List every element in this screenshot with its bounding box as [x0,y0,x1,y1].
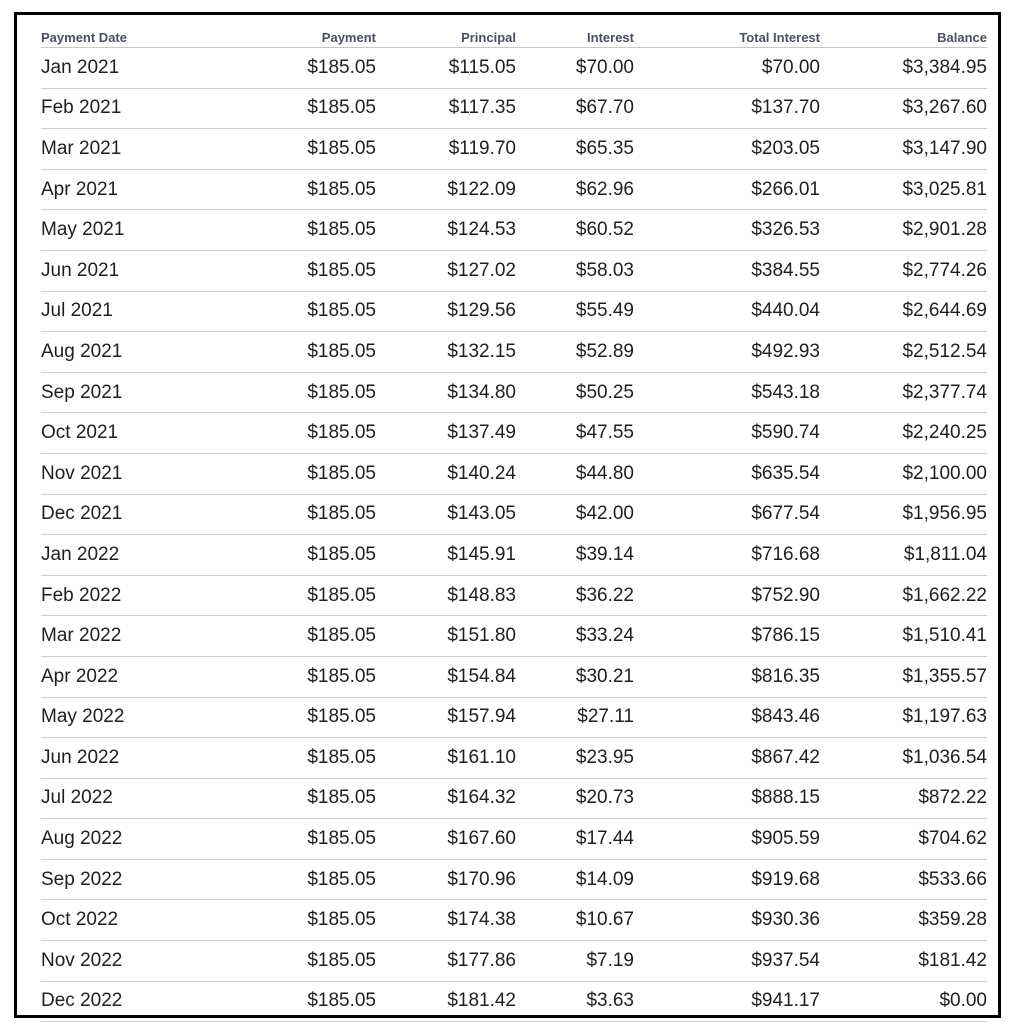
cell-payment-date: Oct 2022 [41,900,211,941]
cell-total-interest: $266.01 [634,169,820,210]
cell-total-interest: $137.70 [634,88,820,129]
cell-payment-date: Jun 2021 [41,250,211,291]
cell-payment-date: Jul 2022 [41,778,211,819]
table-header-row [41,27,987,48]
table-row [41,535,987,576]
table-row [41,981,987,1022]
cell-balance: $2,100.00 [820,453,987,494]
cell-payment: $185.05 [211,48,376,89]
cell-payment-date: Mar 2021 [41,129,211,170]
cell-payment: $185.05 [211,656,376,697]
cell-payment-date: Apr 2021 [41,169,211,210]
cell-interest: $50.25 [516,372,634,413]
cell-payment-date: Feb 2021 [41,88,211,129]
cell-payment-date: May 2021 [41,210,211,251]
cell-interest: $52.89 [516,332,634,373]
cell-interest: $55.49 [516,291,634,332]
cell-balance: $872.22 [820,778,987,819]
cell-interest: $7.19 [516,941,634,982]
cell-principal: $177.86 [376,941,516,982]
cell-total-interest: $937.54 [634,941,820,982]
cell-principal: $132.15 [376,332,516,373]
cell-total-interest: $905.59 [634,819,820,860]
cell-total-interest: $941.17 [634,981,820,1022]
cell-interest: $47.55 [516,413,634,454]
cell-payment-date: Aug 2022 [41,819,211,860]
cell-balance: $2,512.54 [820,332,987,373]
cell-payment-date: Jul 2021 [41,291,211,332]
cell-balance: $3,267.60 [820,88,987,129]
cell-payment: $185.05 [211,697,376,738]
amortization-table [41,27,987,1022]
table-row [41,88,987,129]
table-row [41,575,987,616]
cell-balance: $0.00 [820,981,987,1022]
table-body [41,48,987,1022]
cell-total-interest: $919.68 [634,859,820,900]
cell-payment: $185.05 [211,413,376,454]
table-row [41,859,987,900]
header-principal: Principal [376,27,516,48]
cell-balance: $181.42 [820,941,987,982]
table-row [41,250,987,291]
cell-payment-date: Dec 2021 [41,494,211,535]
table-row [41,778,987,819]
cell-principal: $174.38 [376,900,516,941]
cell-principal: $143.05 [376,494,516,535]
cell-payment-date: Jan 2021 [41,48,211,89]
cell-payment: $185.05 [211,210,376,251]
cell-total-interest: $716.68 [634,535,820,576]
cell-principal: $119.70 [376,129,516,170]
cell-interest: $65.35 [516,129,634,170]
cell-principal: $127.02 [376,250,516,291]
cell-payment-date: Feb 2022 [41,575,211,616]
cell-principal: $140.24 [376,453,516,494]
cell-balance: $1,197.63 [820,697,987,738]
table-row [41,819,987,860]
cell-payment: $185.05 [211,494,376,535]
cell-principal: $157.94 [376,697,516,738]
cell-balance: $359.28 [820,900,987,941]
cell-balance: $2,644.69 [820,291,987,332]
cell-principal: $148.83 [376,575,516,616]
cell-balance: $2,377.74 [820,372,987,413]
cell-principal: $137.49 [376,413,516,454]
cell-total-interest: $677.54 [634,494,820,535]
cell-payment: $185.05 [211,941,376,982]
cell-total-interest: $752.90 [634,575,820,616]
cell-total-interest: $440.04 [634,291,820,332]
table-row [41,129,987,170]
cell-balance: $2,901.28 [820,210,987,251]
cell-balance: $1,510.41 [820,616,987,657]
table-row [41,616,987,657]
cell-principal: $161.10 [376,738,516,779]
cell-payment: $185.05 [211,738,376,779]
cell-payment-date: Jun 2022 [41,738,211,779]
cell-balance: $1,355.57 [820,656,987,697]
cell-interest: $62.96 [516,169,634,210]
cell-principal: $151.80 [376,616,516,657]
table-row [41,697,987,738]
cell-payment: $185.05 [211,453,376,494]
cell-payment: $185.05 [211,981,376,1022]
header-total-interest: Total Interest [634,27,820,48]
cell-payment-date: Dec 2022 [41,981,211,1022]
cell-principal: $170.96 [376,859,516,900]
cell-interest: $67.70 [516,88,634,129]
cell-total-interest: $635.54 [634,453,820,494]
cell-total-interest: $70.00 [634,48,820,89]
cell-principal: $129.56 [376,291,516,332]
cell-balance: $3,025.81 [820,169,987,210]
header-payment: Payment [211,27,376,48]
cell-payment-date: Oct 2021 [41,413,211,454]
table-row [41,332,987,373]
cell-total-interest: $590.74 [634,413,820,454]
cell-total-interest: $930.36 [634,900,820,941]
cell-payment-date: Apr 2022 [41,656,211,697]
cell-balance: $2,774.26 [820,250,987,291]
cell-total-interest: $786.15 [634,616,820,657]
cell-total-interest: $816.35 [634,656,820,697]
cell-principal: $124.53 [376,210,516,251]
cell-principal: $134.80 [376,372,516,413]
table-row [41,413,987,454]
cell-payment-date: Nov 2022 [41,941,211,982]
cell-payment-date: May 2022 [41,697,211,738]
cell-payment-date: Nov 2021 [41,453,211,494]
cell-payment-date: Aug 2021 [41,332,211,373]
cell-balance: $3,384.95 [820,48,987,89]
cell-payment-date: Sep 2021 [41,372,211,413]
cell-interest: $42.00 [516,494,634,535]
cell-total-interest: $888.15 [634,778,820,819]
table-row [41,48,987,89]
cell-interest: $27.11 [516,697,634,738]
cell-principal: $122.09 [376,169,516,210]
cell-total-interest: $203.05 [634,129,820,170]
cell-principal: $167.60 [376,819,516,860]
cell-payment: $185.05 [211,778,376,819]
cell-interest: $30.21 [516,656,634,697]
cell-total-interest: $843.46 [634,697,820,738]
header-payment-date: Payment Date [41,27,211,48]
cell-interest: $3.63 [516,981,634,1022]
table-row [41,494,987,535]
cell-principal: $154.84 [376,656,516,697]
cell-principal: $115.05 [376,48,516,89]
cell-interest: $44.80 [516,453,634,494]
cell-interest: $58.03 [516,250,634,291]
cell-total-interest: $867.42 [634,738,820,779]
cell-payment: $185.05 [211,169,376,210]
cell-payment-date: Mar 2022 [41,616,211,657]
cell-payment: $185.05 [211,332,376,373]
cell-balance: $533.66 [820,859,987,900]
cell-total-interest: $543.18 [634,372,820,413]
cell-interest: $20.73 [516,778,634,819]
cell-payment-date: Jan 2022 [41,535,211,576]
cell-interest: $60.52 [516,210,634,251]
cell-payment: $185.05 [211,900,376,941]
cell-balance: $1,036.54 [820,738,987,779]
cell-total-interest: $326.53 [634,210,820,251]
table-row [41,210,987,251]
table-row [41,372,987,413]
cell-payment: $185.05 [211,616,376,657]
table-row [41,291,987,332]
cell-payment: $185.05 [211,575,376,616]
cell-total-interest: $492.93 [634,332,820,373]
cell-interest: $17.44 [516,819,634,860]
cell-interest: $23.95 [516,738,634,779]
cell-interest: $14.09 [516,859,634,900]
cell-payment: $185.05 [211,859,376,900]
table-row [41,453,987,494]
amortization-schedule-panel [14,12,1001,1018]
cell-payment: $185.05 [211,291,376,332]
table-row [41,656,987,697]
cell-interest: $70.00 [516,48,634,89]
cell-interest: $36.22 [516,575,634,616]
table-row [41,169,987,210]
cell-interest: $33.24 [516,616,634,657]
cell-balance: $3,147.90 [820,129,987,170]
header-balance: Balance [820,27,987,48]
cell-payment: $185.05 [211,535,376,576]
table-row [41,900,987,941]
table-row [41,738,987,779]
cell-payment: $185.05 [211,250,376,291]
cell-interest: $10.67 [516,900,634,941]
cell-principal: $164.32 [376,778,516,819]
cell-total-interest: $384.55 [634,250,820,291]
cell-payment: $185.05 [211,88,376,129]
cell-balance: $1,811.04 [820,535,987,576]
cell-balance: $1,956.95 [820,494,987,535]
cell-principal: $181.42 [376,981,516,1022]
cell-payment: $185.05 [211,129,376,170]
cell-principal: $117.35 [376,88,516,129]
cell-payment: $185.05 [211,819,376,860]
cell-balance: $2,240.25 [820,413,987,454]
cell-balance: $1,662.22 [820,575,987,616]
cell-interest: $39.14 [516,535,634,576]
cell-balance: $704.62 [820,819,987,860]
cell-payment-date: Sep 2022 [41,859,211,900]
cell-payment: $185.05 [211,372,376,413]
cell-principal: $145.91 [376,535,516,576]
table-row [41,941,987,982]
header-interest: Interest [516,27,634,48]
